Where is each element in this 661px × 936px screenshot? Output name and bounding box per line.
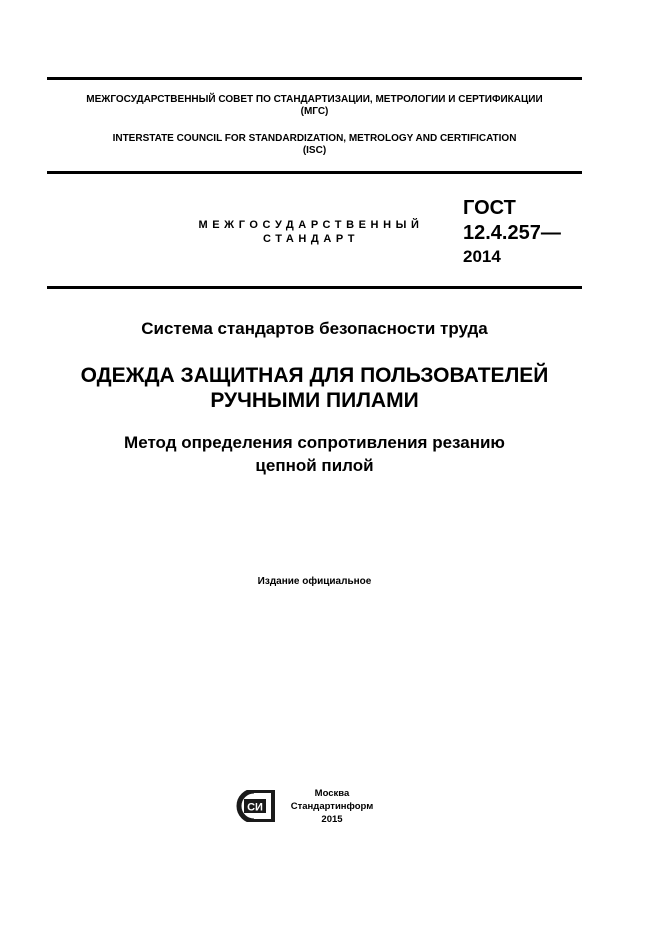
gost-label: ГОСТ: [463, 197, 516, 219]
gost-designation: [463, 196, 561, 268]
main-title: [47, 363, 582, 413]
series-title: Система стандартов безопасности труда: [141, 319, 488, 338]
gost-year: 2014: [463, 247, 501, 266]
publisher-name: Стандартинформ: [290, 801, 374, 812]
main-title-line1: ОДЕЖДА ЗАЩИТНАЯ ДЛЯ ПОЛЬЗОВАТЕЛЕЙ: [80, 364, 549, 387]
council-en-abbr: (ISC): [302, 145, 327, 156]
standard-type: [180, 218, 442, 246]
subtitle: [47, 431, 582, 477]
subtitle-line1: Метод определения сопротивления резанию: [124, 433, 505, 452]
logo-lettering: СИ: [247, 801, 263, 814]
council-ru-name: МЕЖГОСУДАРСТВЕННЫЙ СОВЕТ ПО СТАНДАРТИЗАЦИИ, МЕТРОЛОГИИ И СЕРТИФИКАЦИИ: [86, 94, 543, 105]
council-ru: [47, 94, 582, 118]
middle-rule: [47, 171, 582, 174]
publisher-year: 2015: [321, 814, 343, 825]
standard-type-line2: СТАНДАРТ: [262, 233, 360, 245]
publisher-block: [282, 787, 382, 826]
council-ru-abbr: (МГС): [300, 106, 329, 117]
standartinform-logo-icon: [233, 790, 275, 822]
council-en: [47, 133, 582, 157]
council-en-name: INTERSTATE COUNCIL FOR STANDARDIZATION, METROLOGY AND CERTIFICATION: [112, 133, 517, 144]
gost-number: 12.4.257—: [463, 222, 561, 244]
top-rule: [47, 77, 582, 80]
main-title-line2: РУЧНЫМИ ПИЛАМИ: [210, 389, 419, 412]
bottom-rule: [47, 286, 582, 289]
publisher-city: Москва: [314, 788, 350, 799]
standard-type-line1: МЕЖГОСУДАРСТВЕННЫЙ: [198, 219, 424, 231]
edition-label: Издание официальное: [257, 576, 372, 587]
subtitle-line2: цепной пилой: [255, 456, 374, 475]
